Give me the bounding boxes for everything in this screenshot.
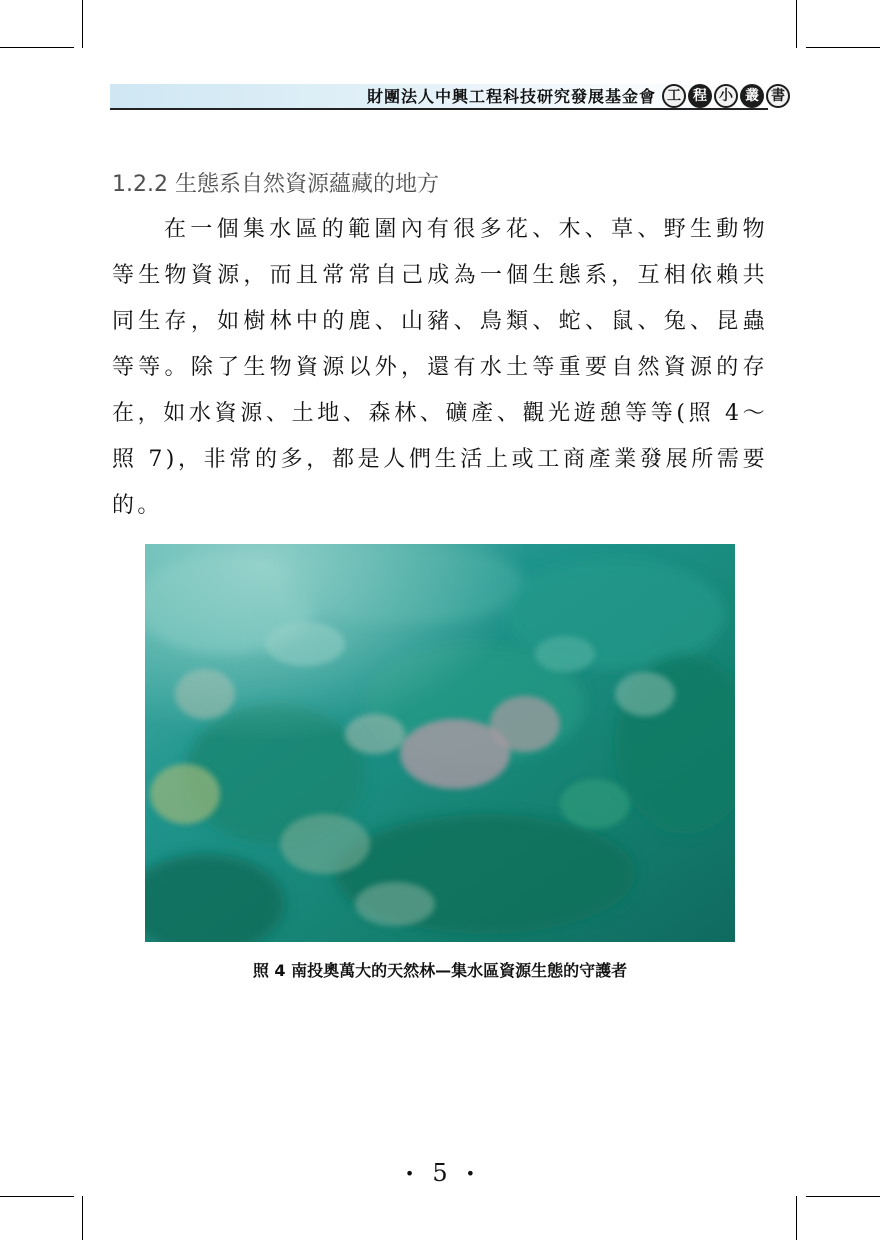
header-rule bbox=[110, 108, 768, 110]
header-organization: 財團法人中興工程科技研究發展基金會 bbox=[366, 87, 656, 106]
crop-mark bbox=[796, 1196, 797, 1240]
forest-photo bbox=[145, 544, 735, 942]
section-heading: 1.2.2 生態系自然資源蘊藏的地方 bbox=[112, 172, 439, 197]
crop-mark bbox=[806, 1196, 880, 1197]
crop-mark bbox=[0, 47, 74, 48]
series-badge-char: 程 bbox=[688, 84, 712, 108]
page-footer bbox=[380, 1158, 500, 1188]
series-badge-char: 小 bbox=[714, 84, 738, 108]
crop-mark bbox=[82, 1196, 83, 1240]
ornament-left: • bbox=[404, 1163, 415, 1183]
series-badge-char: 書 bbox=[766, 84, 790, 108]
series-badge bbox=[662, 84, 790, 108]
crop-mark bbox=[82, 0, 83, 48]
crop-mark bbox=[0, 1196, 74, 1197]
page-number: 5 bbox=[432, 1159, 448, 1187]
series-badge-char: 叢 bbox=[740, 84, 764, 108]
series-badge-char: 工 bbox=[662, 84, 686, 108]
crop-mark bbox=[806, 47, 880, 48]
crop-mark bbox=[796, 0, 797, 48]
ornament-right: • bbox=[465, 1163, 476, 1183]
body-paragraph: 在一個集水區的範圍內有很多花、木、草、野生動物等生物資源，而且常常自己成為一個生態系，互相依賴共同生存，如樹林中的鹿、山豬、鳥類、蛇、鼠、兔、昆蟲等等。除了生物資源以外，還有水土等重要自然資源的存在，如水資源、土地、森林、礦產、觀光遊憩等等(照 4～照 7)，非常的多，都是人們生活上或工商產業發展所需要的。 bbox=[112, 217, 768, 518]
figure-caption: 照 4 南投奧萬大的天然林—集水區資源生態的守護者 bbox=[252, 961, 628, 980]
